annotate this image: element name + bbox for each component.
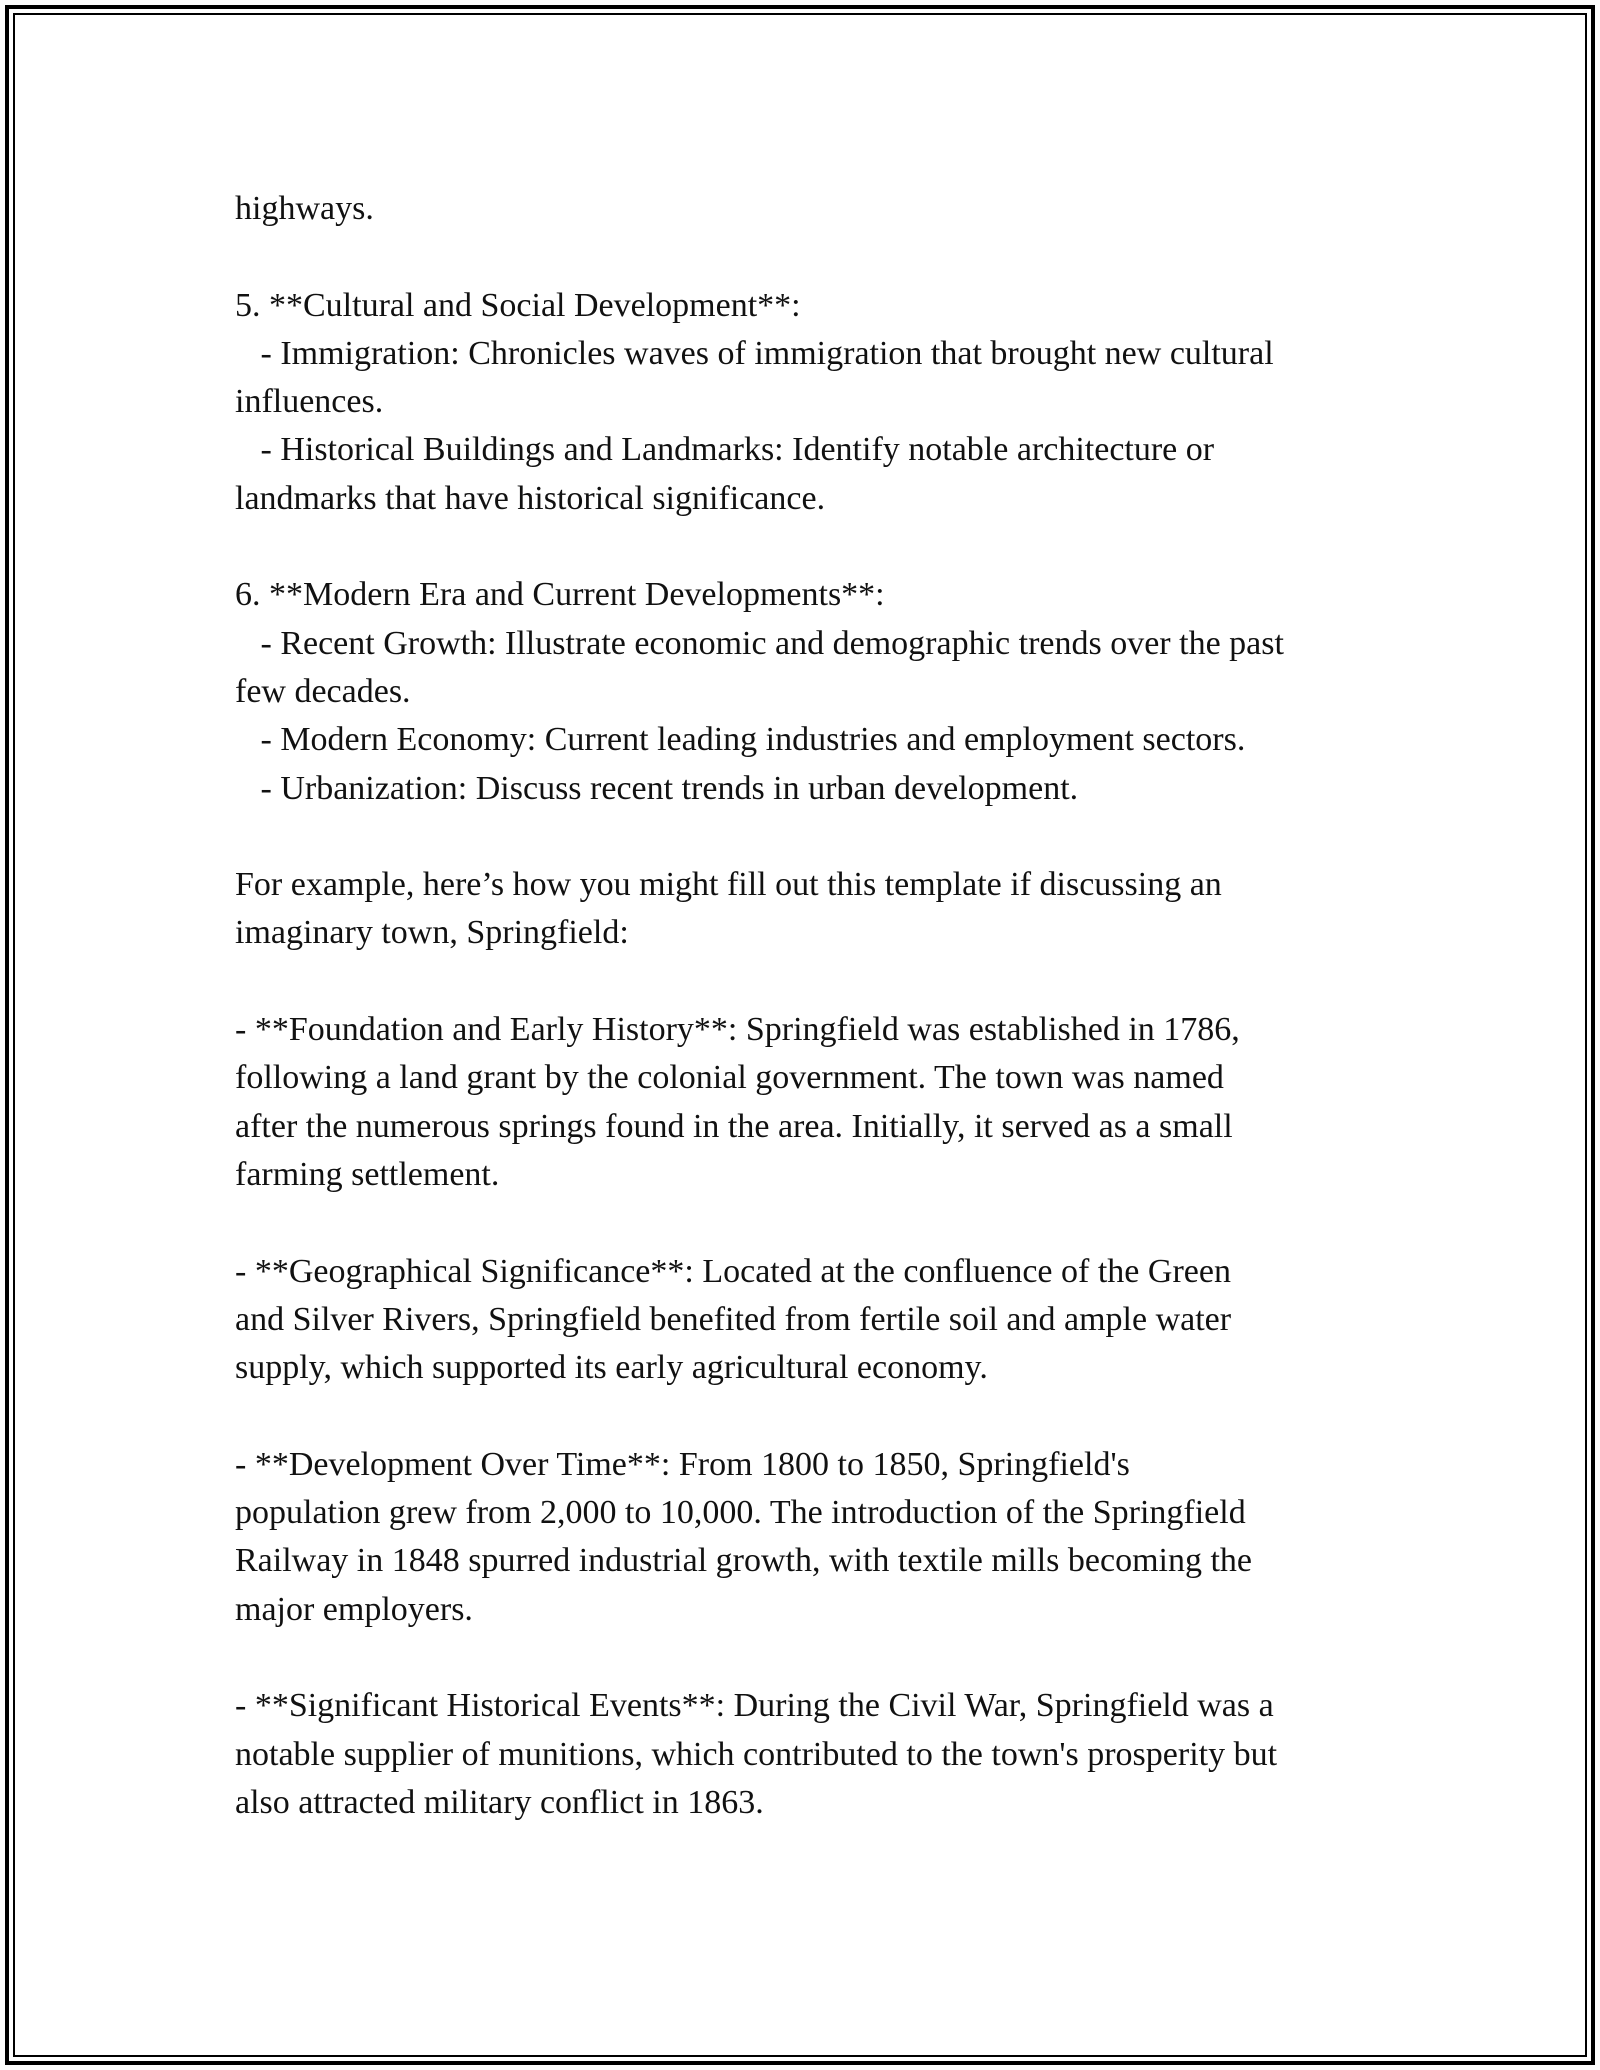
- text-line: also attracted military conflict in 1863.: [235, 1783, 764, 1821]
- text-line: For example, here’s how you might fill out this template if discussing an: [235, 866, 1222, 904]
- text-line: - Immigration: Chronicles waves of immigration that brought new cultural: [235, 334, 1274, 372]
- text-line: farming settlement.: [235, 1155, 500, 1193]
- text-line: 6. **Modern Era and Current Developments**:: [235, 576, 885, 614]
- text-line: few decades.: [235, 672, 411, 710]
- text-line: - Recent Growth: Illustrate economic and demographic trends over the past: [235, 624, 1284, 662]
- document-body: [235, 185, 1385, 1827]
- text-line: - Urbanization: Discuss recent trends in urban development.: [235, 769, 1079, 807]
- blank-line: [235, 523, 1385, 571]
- text-line: - **Development Over Time**: From 1800 to 1850, Springfield's: [235, 1445, 1130, 1483]
- blank-line: [235, 233, 1385, 281]
- text-line: and Silver Rivers, Springfield benefited from fertile soil and ample water: [235, 1300, 1232, 1338]
- text-line: after the numerous springs found in the area. Initially, it served as a small: [235, 1107, 1233, 1145]
- blank-line: [235, 1392, 1385, 1440]
- text-line: supply, which supported its early agricultural economy.: [235, 1349, 988, 1387]
- text-line: influences.: [235, 383, 384, 421]
- text-line: - Historical Buildings and Landmarks: Identify notable architecture or: [235, 431, 1215, 469]
- text-line: imaginary town, Springfield:: [235, 914, 629, 952]
- text-line: landmarks that have historical significance.: [235, 479, 826, 517]
- text-line: highways.: [235, 190, 374, 227]
- text-line: - **Foundation and Early History**: Springfield was established in 1786,: [235, 1011, 1240, 1049]
- text-line: 5. **Cultural and Social Development**:: [235, 286, 801, 324]
- text-line: - **Significant Historical Events**: During the Civil War, Springfield was a: [235, 1687, 1274, 1725]
- text-line: Railway in 1848 spurred industrial growth, with textile mills becoming the: [235, 1542, 1253, 1580]
- text-line: following a land grant by the colonial government. The town was named: [235, 1059, 1224, 1097]
- text-line: notable supplier of munitions, which contributed to the town's prosperity but: [235, 1735, 1278, 1773]
- text-line: major employers.: [235, 1590, 473, 1628]
- blank-line: [235, 958, 1385, 1006]
- text-line: - **Geographical Significance**: Located at the confluence of the Green: [235, 1252, 1231, 1290]
- blank-line: [235, 1199, 1385, 1247]
- blank-line: [235, 813, 1385, 861]
- blank-line: [235, 1634, 1385, 1682]
- text-line: - Modern Economy: Current leading industries and employment sectors.: [235, 721, 1246, 759]
- text-line: population grew from 2,000 to 10,000. The introduction of the Springfield: [235, 1494, 1246, 1532]
